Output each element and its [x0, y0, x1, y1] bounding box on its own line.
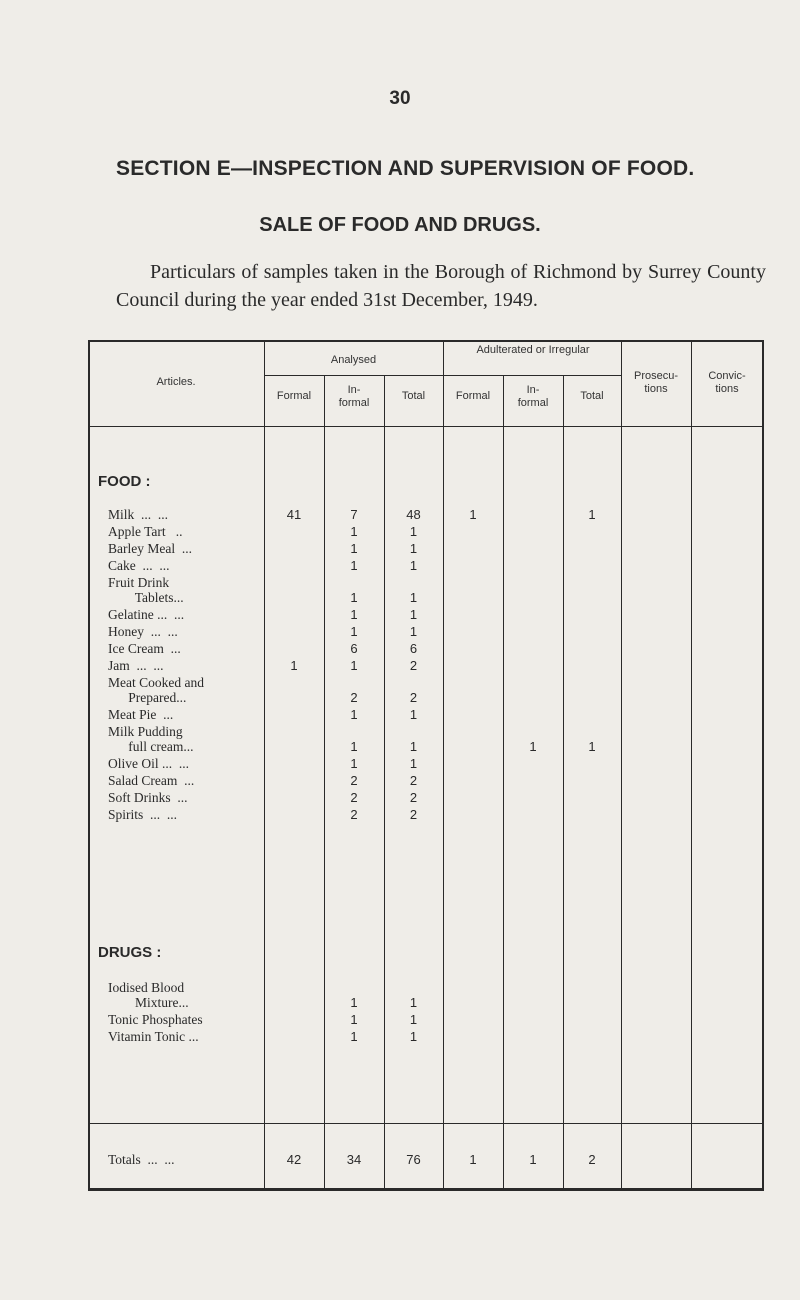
- food-label: Fruit Drink Tablets...: [108, 575, 184, 605]
- col-rule: [691, 340, 692, 1191]
- food-cell-a-informal: 6: [350, 641, 358, 656]
- header-informal: In-formal: [517, 384, 549, 409]
- food-cell-a-informal: 1: [350, 541, 358, 556]
- food-cell-a-total: 2: [409, 690, 418, 705]
- totals-label: Totals ... ...: [108, 1152, 175, 1167]
- header-convictions: Convic-tions: [708, 370, 746, 395]
- drug-label: Tonic Phosphates: [108, 1012, 203, 1027]
- col-rule: [621, 340, 622, 1191]
- totals-cell-a-informal: 34: [346, 1152, 362, 1167]
- food-label: Olive Oil ... ...: [108, 756, 189, 771]
- food-label: Barley Meal ...: [108, 541, 192, 556]
- food-label: Gelatine ... ...: [108, 607, 185, 622]
- page-number: 30: [389, 88, 411, 109]
- food-cell-ad-total: 1: [588, 739, 596, 754]
- totals-cell-a-total: 76: [406, 1152, 421, 1167]
- food-heading: FOOD :: [98, 473, 151, 490]
- header-formal: Formal: [455, 390, 491, 402]
- food-cell-a-total: 2: [409, 658, 418, 673]
- sub-title: SALE OF FOOD AND DRUGS.: [259, 214, 541, 236]
- food-cell-a-total: 1: [409, 756, 418, 771]
- food-label: Cake ... ...: [108, 558, 170, 573]
- samples-table: [88, 340, 764, 1190]
- food-cell-a-total: 1: [409, 739, 418, 754]
- col-rule: [264, 340, 265, 1191]
- food-cell-a-informal: 1: [350, 756, 358, 771]
- food-cell-a-informal: 7: [350, 507, 358, 522]
- food-cell-a-informal: 1: [350, 607, 358, 622]
- food-cell-a-total: 6: [409, 641, 418, 656]
- food-cell-ad-formal: 1: [469, 507, 477, 522]
- section-title: SECTION E—INSPECTION AND SUPERVISION OF FOOD.: [116, 157, 695, 180]
- header-bottom-rule: [88, 426, 764, 427]
- drug-cell-a-total: 1: [409, 995, 418, 1010]
- food-cell-a-informal: 1: [350, 624, 358, 639]
- col-rule: [443, 340, 444, 1191]
- totals-cell-ad-total: 2: [588, 1152, 596, 1167]
- food-cell-a-informal: 1: [350, 739, 358, 754]
- header-adulterated: Adulterated or Irregular: [476, 344, 590, 356]
- food-cell-a-total: 48: [406, 507, 421, 522]
- table-left-rule: [88, 340, 90, 1191]
- drug-cell-a-informal: 1: [350, 1012, 358, 1027]
- totals-cell-a-formal: 42: [286, 1152, 302, 1167]
- food-cell-a-informal: 1: [350, 590, 358, 605]
- header-formal: Formal: [276, 390, 312, 402]
- header-analysed: Analysed: [330, 354, 377, 366]
- food-cell-a-informal: 1: [350, 707, 358, 722]
- food-label: Honey ... ...: [108, 624, 178, 639]
- totals-rule: [88, 1123, 764, 1124]
- food-label: Soft Drinks ...: [108, 790, 188, 805]
- header-prosecutions: Prosecu-tions: [633, 370, 679, 395]
- drug-cell-a-total: 1: [409, 1012, 418, 1027]
- food-cell-a-total: 1: [409, 607, 418, 622]
- food-cell-a-formal: 41: [286, 507, 302, 522]
- food-label: Spirits ... ...: [108, 807, 178, 822]
- totals-cell-ad-formal: 1: [469, 1152, 477, 1167]
- drug-label: Iodised Blood Mixture...: [108, 980, 189, 1010]
- col-rule: [563, 375, 564, 1191]
- food-label: Ice Cream ...: [108, 641, 181, 656]
- food-cell-a-total: 2: [409, 790, 418, 805]
- food-cell-ad-informal: 1: [529, 739, 537, 754]
- drug-label: Vitamin Tonic ...: [108, 1029, 199, 1044]
- intro-paragraph: Particulars of samples taken in the Borough of Richmond by Surrey County Council during the year ended 31st December, 1949.: [116, 261, 766, 311]
- food-label: Apple Tart ..: [108, 524, 183, 539]
- food-label: Milk Pudding full cream...: [108, 724, 194, 754]
- header-articles: Articles.: [156, 376, 196, 388]
- header-total: Total: [580, 390, 604, 402]
- food-cell-a-informal: 2: [350, 790, 358, 805]
- food-cell-a-total: 1: [409, 541, 418, 556]
- food-cell-a-informal: 2: [350, 690, 358, 705]
- food-cell-a-formal: 1: [290, 658, 298, 673]
- food-cell-a-total: 1: [409, 590, 418, 605]
- food-cell-a-total: 1: [409, 707, 418, 722]
- header-informal: In-formal: [338, 384, 370, 409]
- food-cell-a-informal: 2: [350, 773, 358, 788]
- food-cell-a-informal: 2: [350, 807, 358, 822]
- food-cell-a-total: 1: [409, 558, 418, 573]
- food-label: Meat Pie ...: [108, 707, 174, 722]
- drug-cell-a-total: 1: [409, 1029, 418, 1044]
- drug-cell-a-informal: 1: [350, 1029, 358, 1044]
- col-rule: [503, 375, 504, 1191]
- food-cell-a-total: 2: [409, 807, 418, 822]
- totals-cell-ad-informal: 1: [529, 1152, 537, 1167]
- food-cell-a-informal: 1: [350, 558, 358, 573]
- food-cell-a-total: 1: [409, 624, 418, 639]
- food-cell-a-informal: 1: [350, 658, 358, 673]
- food-label: Jam ... ...: [108, 658, 164, 673]
- drugs-heading: DRUGS :: [98, 944, 162, 961]
- table-right-rule: [762, 340, 764, 1191]
- table-bottom-rule: [88, 1188, 764, 1191]
- drug-cell-a-informal: 1: [350, 995, 358, 1010]
- table-top-rule: [88, 340, 764, 342]
- food-label: Salad Cream ...: [108, 773, 195, 788]
- header-total: Total: [401, 390, 426, 402]
- food-label: Milk ... ...: [108, 507, 169, 522]
- food-label: Meat Cooked and Prepared...: [108, 675, 204, 705]
- food-cell-a-informal: 1: [350, 524, 358, 539]
- food-cell-a-total: 2: [409, 773, 418, 788]
- food-cell-a-total: 1: [409, 524, 418, 539]
- food-cell-ad-total: 1: [588, 507, 596, 522]
